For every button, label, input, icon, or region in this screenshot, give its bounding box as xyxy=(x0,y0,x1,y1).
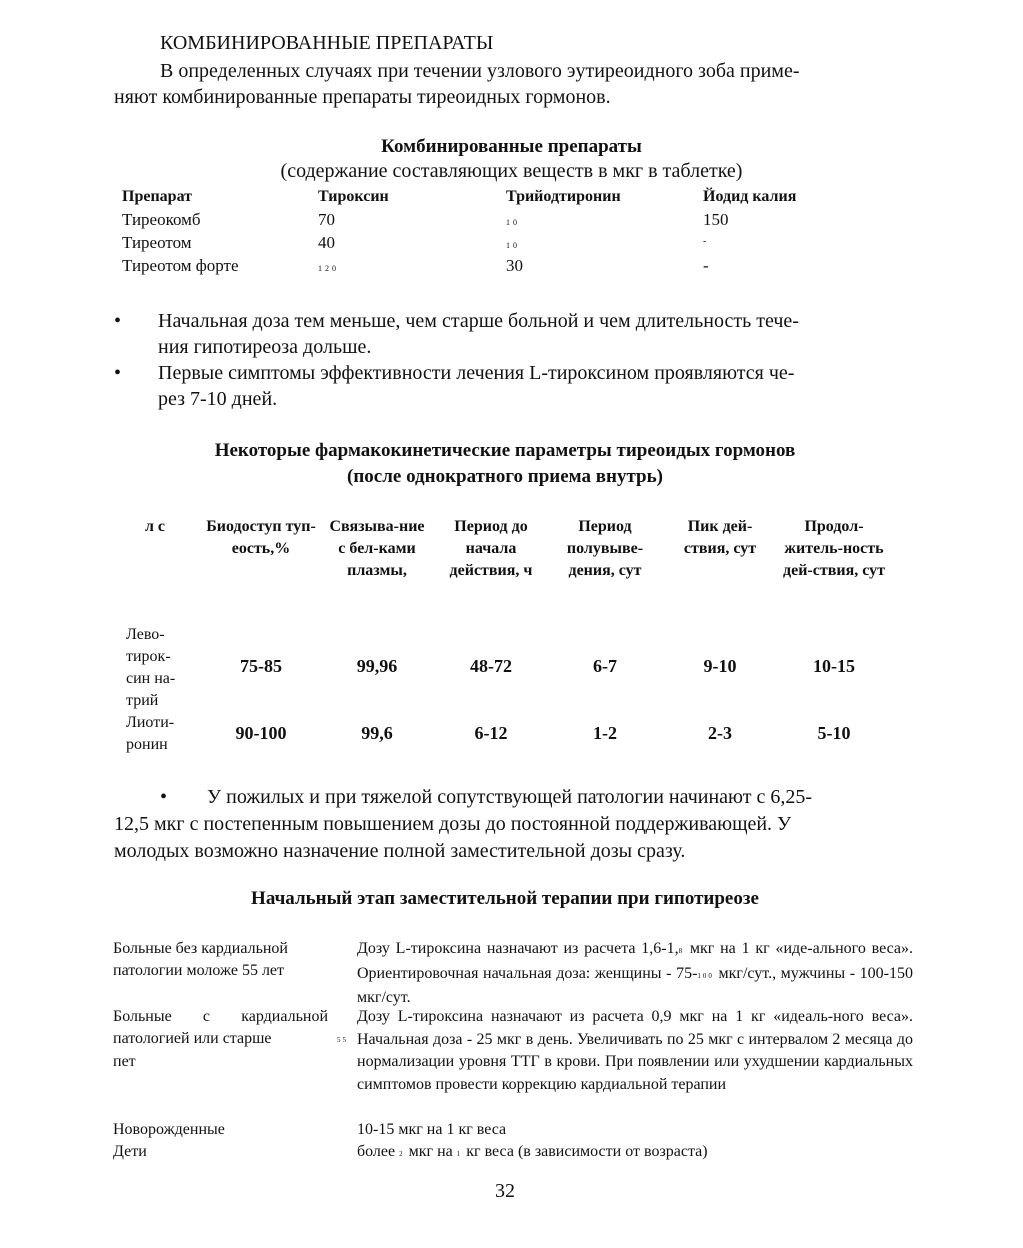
pk-value: 75-85 xyxy=(240,656,282,676)
therapy-text: Дозу L-тироксина назначают из расчета 1,6-1,8 мкг на 1 кг «иде-ального веса». Ориентировочная начальная доза: женщины - 75-100 мкг/сут., мужчины - 100-150 мкг/сут. xyxy=(357,940,913,1006)
combo-cell: Тиреокомб xyxy=(122,210,201,229)
elderly-note-line-1: • У пожилых и при тяжелой сопутствующей патологии начинают с 6,25- xyxy=(160,786,813,808)
combo-cell: 120 xyxy=(318,264,339,273)
therapy-label: Больные с кардиальной патологией или старше xyxy=(113,1008,328,1047)
combo-table-title: Комбинированные препараты xyxy=(381,136,642,157)
therapy-label: Дети xyxy=(113,1143,147,1160)
bullet-marker: • xyxy=(114,362,122,384)
pk-value: 6-7 xyxy=(593,656,617,676)
combo-header-potassium-iodide: Йодид калия xyxy=(703,188,797,205)
combo-header-thyroxine: Тироксин xyxy=(318,188,389,205)
bullet-2-line-2: рез 7-10 дней. xyxy=(158,388,278,410)
therapy-label: Больные без кардиальной патологии моложе 55 лет xyxy=(113,940,288,979)
bullet-marker: • xyxy=(114,310,122,332)
combo-cell: 30 xyxy=(506,256,523,275)
therapy-text: Дозу L-тироксина назначают из расчета 0,9 мкг на 1 кг «идеаль-ного веса». Начальная доза - 25 мкг в день. Увеличивать по 25 мкг с интервалом 2 месяца до нормализации уровня ТТГ в крови. При появлении или ухудшении кардиальных симптомов провести коррекцию кардиальной терапии xyxy=(357,1008,913,1093)
pk-value: 6-12 xyxy=(474,723,508,743)
pk-drug-name: Лиоти-ронин xyxy=(126,714,175,753)
pk-header: Пик дей-ствия, сут xyxy=(683,518,757,557)
combo-cell: 40 xyxy=(318,233,335,252)
pk-table-title-line-2: (после однократного приема внутрь) xyxy=(347,466,663,487)
pk-header: Продол-житель-ность дей-ствия, сут xyxy=(783,518,885,579)
intro-line-1: В определенных случаях при течении узлового эутиреоидного зоба приме- xyxy=(160,60,800,82)
pk-value: 90-100 xyxy=(235,723,287,743)
bullet-1-line-1: Начальная доза тем меньше, чем старше больной и чем длительность тече- xyxy=(158,310,799,332)
therapy-text: 10-15 мкг на 1 кг веса xyxy=(357,1121,507,1138)
combo-header-drug: Препарат xyxy=(122,188,193,205)
combo-cell: - xyxy=(703,236,707,247)
pk-value: 5-10 xyxy=(817,723,851,743)
elderly-note-line-2: 12,5 мкг с постепенным повышением дозы до постоянной поддерживающей. У xyxy=(114,813,792,835)
pk-header: Период до начала действия, ч xyxy=(449,518,533,579)
combo-cell: - xyxy=(703,256,709,275)
pk-header: л с xyxy=(144,518,166,535)
intro-line-2: няют комбинированные препараты тиреоидных гормонов. xyxy=(114,86,611,108)
combo-header-triiodothyronine: Трийодтиронин xyxy=(506,188,621,205)
pk-value: 99,96 xyxy=(356,656,398,676)
pk-header: Связыва-ние с бел-ками плазмы, xyxy=(329,518,425,579)
pk-header: Период полувыве-дения, сут xyxy=(566,518,644,579)
section-heading: КОМБИНИРОВАННЫЕ ПРЕПАРАТЫ xyxy=(160,32,494,54)
pk-value: 48-72 xyxy=(470,656,512,676)
therapy-label-end: пет xyxy=(113,1053,136,1070)
pk-header: Биодоступ туп-еость,% xyxy=(206,518,316,557)
combo-cell: 10 xyxy=(506,218,520,227)
pk-value: 99,6 xyxy=(361,723,393,743)
therapy-text: более 2 мкг на 1 кг веса (в зависимости от возраста) xyxy=(357,1143,708,1160)
elderly-note-line-3: молодых возможно назначение полной заместительной дозы сразу. xyxy=(114,840,686,862)
combo-table-subtitle: (содержание составляющих веществ в мкг в таблетке) xyxy=(280,160,743,182)
combo-cell: 150 xyxy=(703,210,729,229)
combo-cell: 10 xyxy=(506,241,520,250)
bullet-1-line-2: ния гипотиреоза дольше. xyxy=(158,336,372,358)
combo-cell: 70 xyxy=(318,210,335,229)
pk-drug-name: Лево-тирок-син на-трий xyxy=(126,626,176,709)
page-number: 32 xyxy=(495,1180,515,1202)
pk-value: 2-3 xyxy=(708,723,732,743)
pk-value: 1-2 xyxy=(593,723,617,743)
combo-cell: Тиреотом форте xyxy=(122,256,239,275)
pk-value: 10-15 xyxy=(813,656,855,676)
pk-table-title-line-1: Некоторые фармакокинетические параметры тиреоидых гормонов xyxy=(214,440,796,461)
therapy-title: Начальный этап заместительной терапии при гипотиреозе xyxy=(251,888,759,909)
bullet-2-line-1: Первые симптомы эффективности лечения L-тироксином проявляются че- xyxy=(158,362,795,384)
therapy-label: Новорожденные xyxy=(113,1121,225,1138)
pk-value: 9-10 xyxy=(703,656,737,676)
combo-cell: Тиреотом xyxy=(122,233,192,252)
therapy-label-small: 55 xyxy=(337,1036,348,1044)
